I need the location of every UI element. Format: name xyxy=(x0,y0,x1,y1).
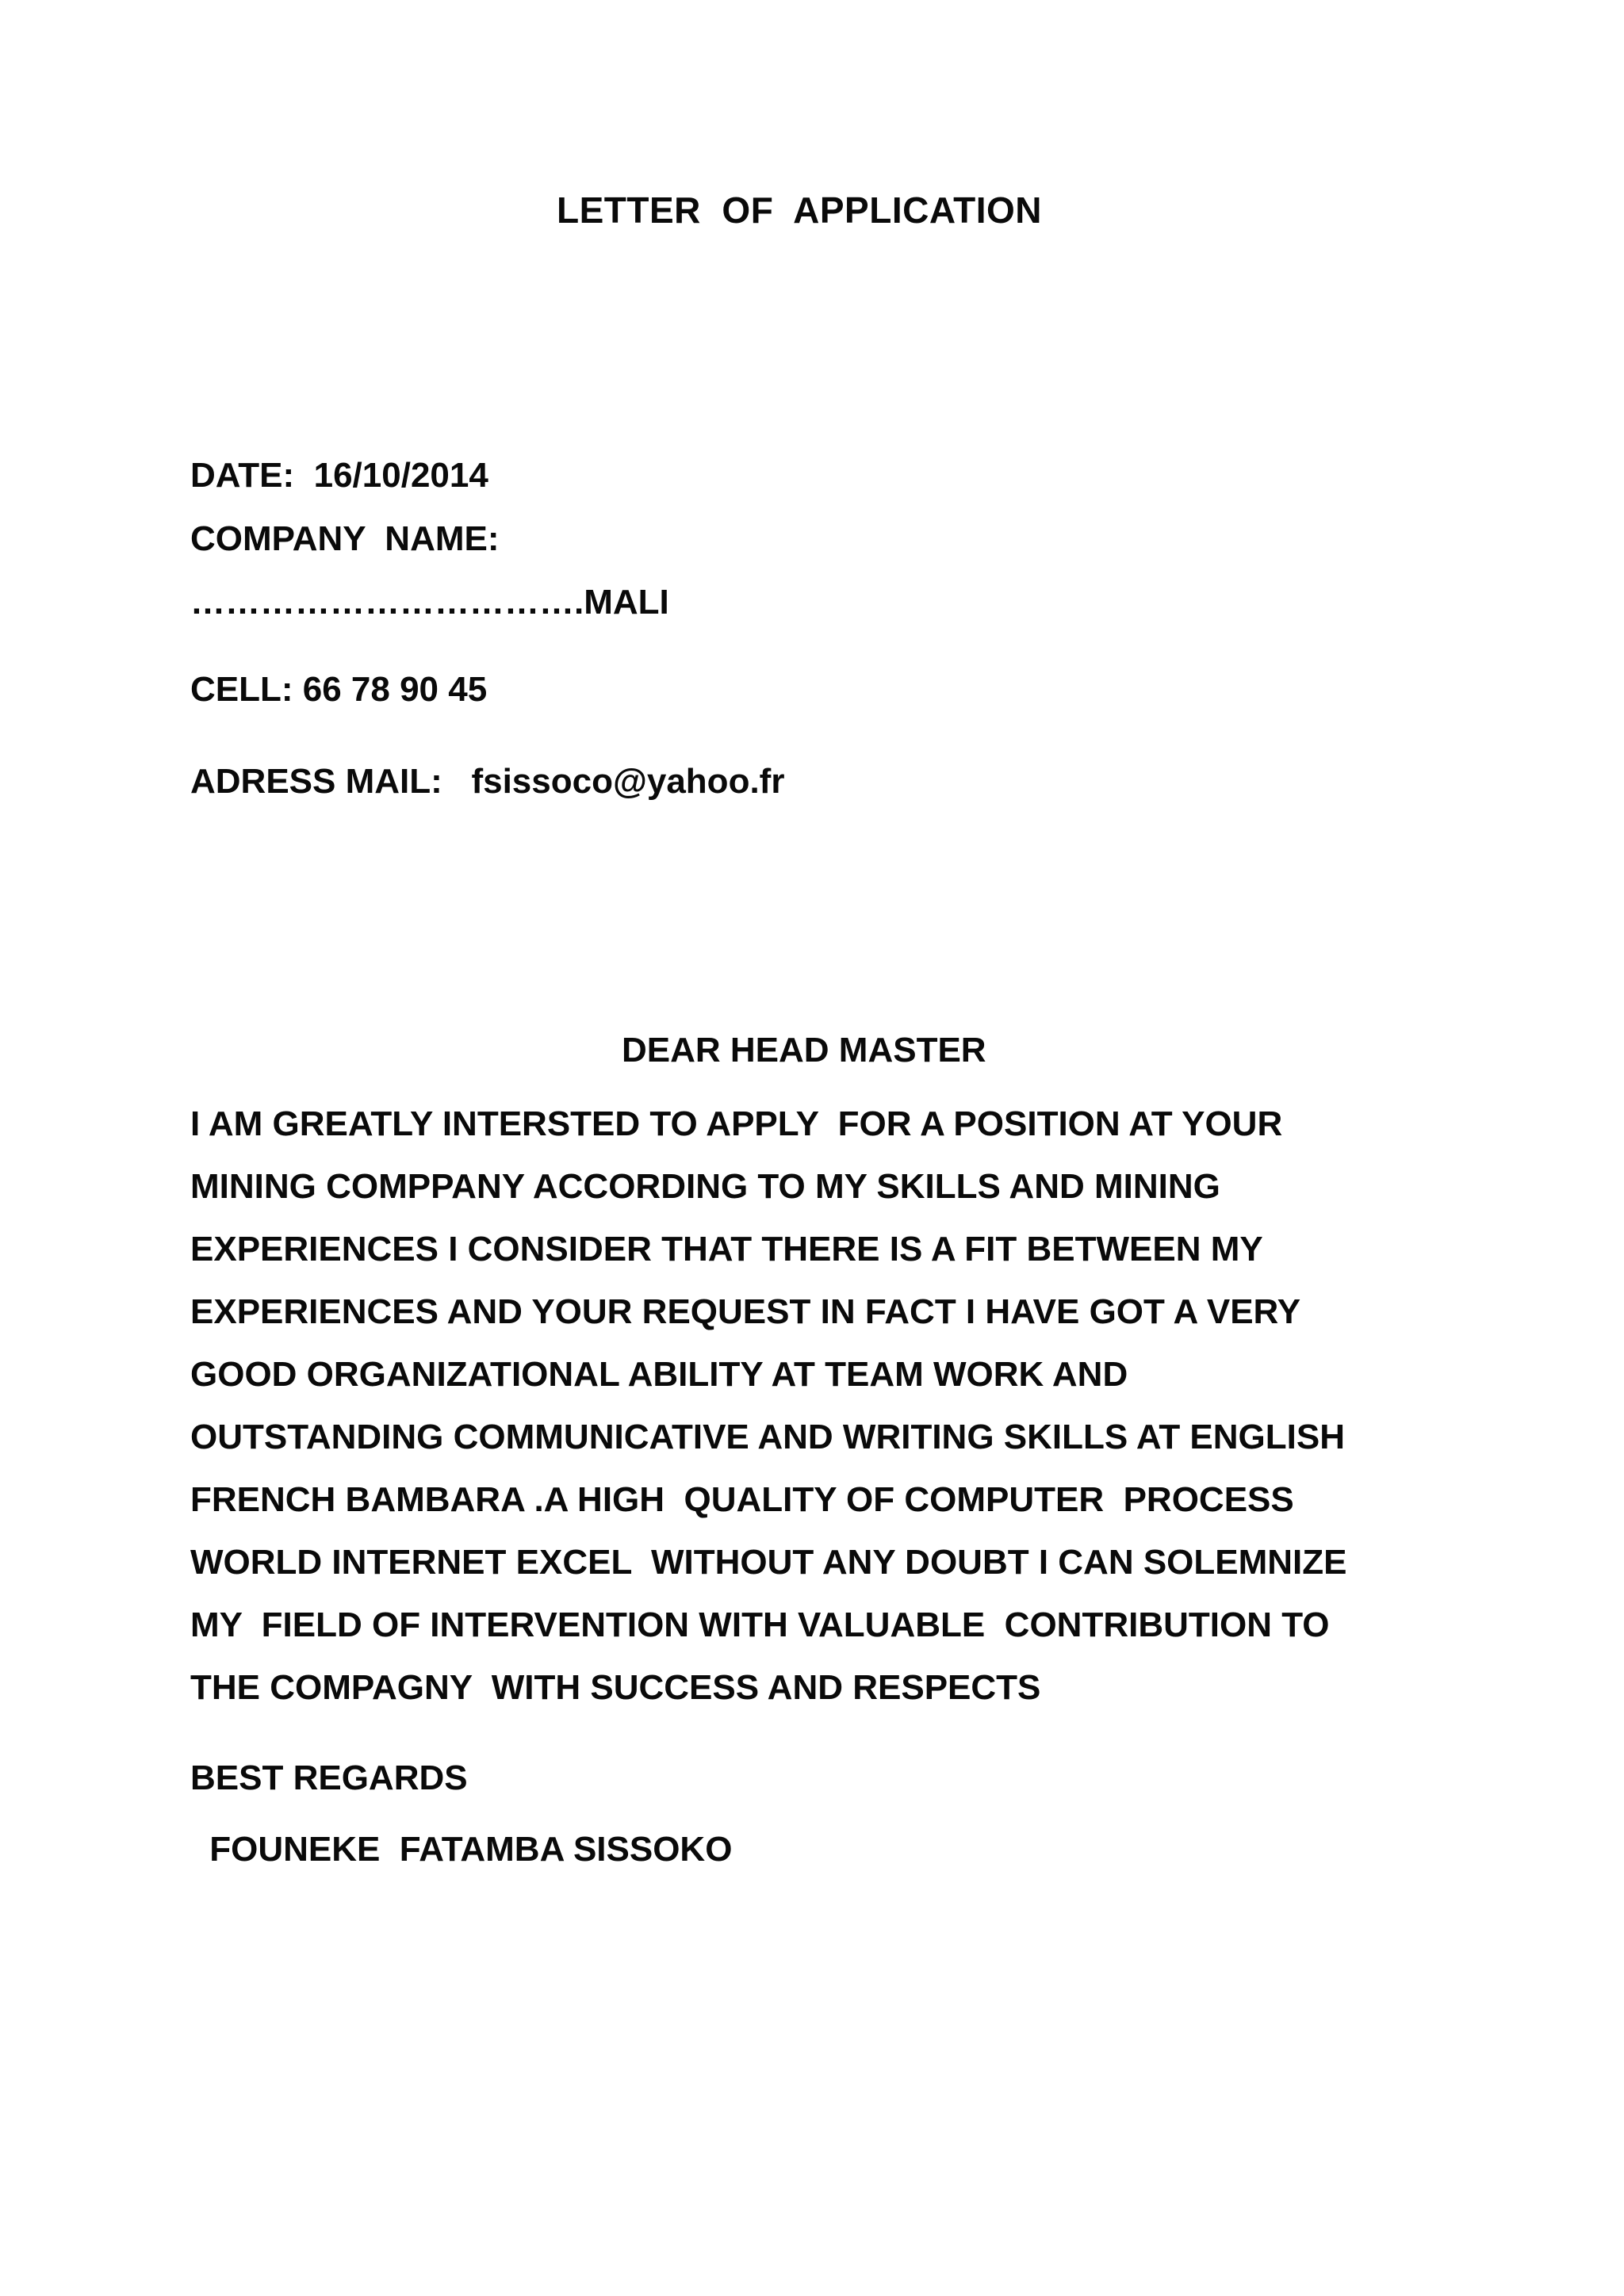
body-line: WORLD INTERNET EXCEL WITHOUT ANY DOUBT I CAN SOLEMNIZE xyxy=(190,1543,1347,1582)
signature-name: FOUNEKE FATAMBA SISSOKO xyxy=(200,1830,733,1869)
body-line: MY FIELD OF INTERVENTION WITH VALUABLE CONTRIBUTION TO xyxy=(190,1605,1330,1644)
letter-body xyxy=(190,1104,1475,1733)
body-line: EXPERIENCES AND YOUR REQUEST IN FACT I HAVE GOT A VERY xyxy=(190,1292,1301,1331)
body-line: THE COMPAGNY WITH SUCCESS AND RESPECTS xyxy=(190,1668,1041,1707)
body-line: FRENCH BAMBARA .A HIGH QUALITY OF COMPUTER PROCESS xyxy=(190,1480,1294,1519)
body-line: MINING COMPPANY ACCORDING TO MY SKILLS AND MINING xyxy=(190,1167,1220,1206)
spacer xyxy=(190,707,1459,764)
body-line: GOOD ORGANIZATIONAL ABILITY AT TEAM WORK AND xyxy=(190,1355,1128,1394)
body-line: OUTSTANDING COMMUNICATIVE AND WRITING SKILLS AT ENGLISH xyxy=(190,1418,1345,1456)
page-title-text: LETTER OF APPLICATION xyxy=(556,189,1043,231)
date-line: DATE: 16/10/2014 xyxy=(190,456,488,495)
email-line: ADRESS MAIL: fsissoco@yahoo.fr xyxy=(190,762,785,801)
company-name-line: COMPANY NAME: xyxy=(190,519,500,558)
body-line: EXPERIENCES I CONSIDER THAT THERE IS A FIT BETWEEN MY xyxy=(190,1230,1263,1269)
closing-line: BEST REGARDS xyxy=(190,1758,468,1797)
spacer xyxy=(190,493,1459,522)
page-title xyxy=(0,189,1624,232)
salutation: DEAR HEAD MASTER xyxy=(622,1031,986,1070)
spacer xyxy=(190,557,1459,585)
body-line: I AM GREATLY INTERSTED TO APPLY FOR A POSITION AT YOUR xyxy=(190,1104,1283,1143)
cell-line: CELL: 66 78 90 45 xyxy=(190,670,488,709)
letter-header-block xyxy=(190,458,1459,799)
company-address-line: …………………………….MALI xyxy=(190,583,669,622)
spacer xyxy=(190,620,1459,672)
